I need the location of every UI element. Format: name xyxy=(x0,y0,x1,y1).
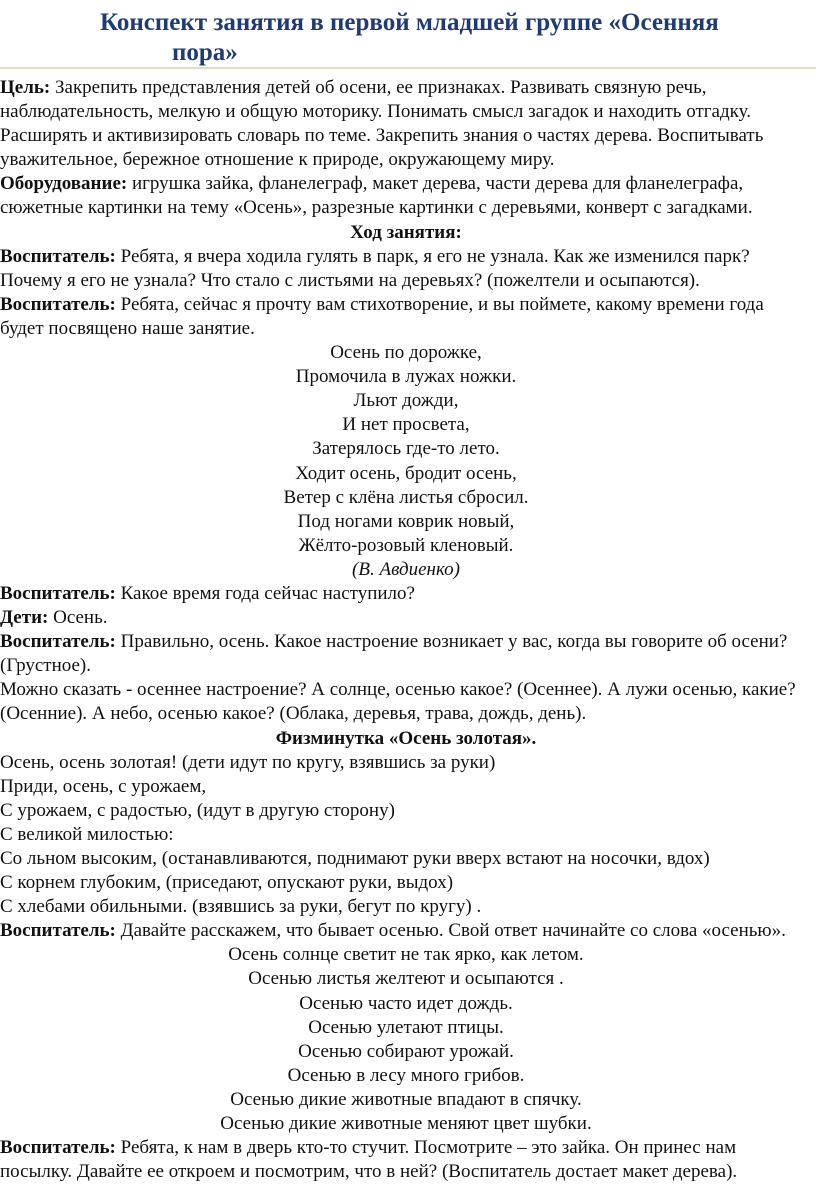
equipment-text: игрушка зайка, фланелеграф, макет дерева, части дерева для фланелеграфа, сюжетные картинки на тему «Осень», разрезные картинки с деревьями, конверт с загадками. xyxy=(0,173,753,219)
fiz-line: Со льном высоким, (останавливаются, поднимают руки вверх встают на носочки, вдох) xyxy=(0,848,710,869)
document-body xyxy=(0,76,812,1184)
children-label: Дети: xyxy=(0,607,49,629)
title-line-1: Конспект занятия в первой младшей группе «Осенняя xyxy=(100,9,719,36)
teacher-text: Ребята, к нам в дверь кто-то стучит. Посмотрите – это зайка. Он принес нам посылку. Давайте ее откроем и посмотрим, что в ней? (Воспитатель достает макет дерева). xyxy=(0,1137,738,1183)
teacher-line-4 xyxy=(0,630,812,678)
progress-heading: Ход занятия: xyxy=(350,221,462,243)
answer-line: Осенью дикие животные впадают в спячку. xyxy=(230,1088,582,1110)
teacher-text: Ребята, я вчера ходила гулять в парк, я его не узнала. Как же изменился парк? Почему я его не узнала? Что стало с листьями на деревьях? (пожелтели и осыпаются). xyxy=(0,245,750,291)
poem-line: Осень по дорожке, xyxy=(330,342,482,364)
fiz-line: С корнем глубоким, (приседают, опускают руки, выдох) xyxy=(0,872,454,894)
teacher-text: Ребята, сейчас я прочту вам стихотворение, и вы поймете, какому времени года будет посвящено наше занятие. xyxy=(0,293,764,339)
children-line-1 xyxy=(0,606,812,630)
teacher-line-5 xyxy=(0,919,812,943)
goal-text: Закрепить представления детей об осени, ее признаках. Развивать связную речь, наблюдательность, мелкую и общую моторику. Понимать смысл загадок и находить отгадку. Расширять и активизировать словарь по теме. Закрепить знания о частях дерева. Воспитывать уважительное, бережное отношение к природе, окружающему миру. xyxy=(0,77,764,171)
answer-line: Осенью улетают птицы. xyxy=(308,1016,504,1038)
answer-line: Осенью собирают урожай. xyxy=(298,1040,514,1062)
fiz-line: Осень, осень золотая! (дети идут по кругу, взявшись за руки) xyxy=(0,751,496,773)
equipment-label: Оборудование: xyxy=(0,173,128,195)
teacher-text: Давайте расскажем, что бывает осенью. Свой ответ начинайте со слова «осенью». xyxy=(115,920,786,942)
answer-line: Осень солнце светит не так ярко, как летом. xyxy=(228,944,584,966)
answer-line: Осенью в лесу много грибов. xyxy=(287,1064,525,1086)
children-text: Осень. xyxy=(48,607,108,629)
answer-line: Осенью листья желтеют и осыпаются . xyxy=(248,968,564,990)
speaker-label: Воспитатель: xyxy=(0,1137,116,1159)
title-line-2: пора» xyxy=(172,39,238,66)
fiz-line: С урожаем, с радостью, (идут в другую сторону) xyxy=(0,799,395,821)
poem-line: Жёлто-розовый кленовый. xyxy=(298,534,514,556)
teacher-line-3 xyxy=(0,582,812,606)
answer-line: Осенью часто идет дождь. xyxy=(299,992,513,1014)
equipment-paragraph xyxy=(0,172,812,220)
plain-paragraph: Можно сказать - осеннее настроение? А солнце, осенью какое? (Осеннее). А лужи осенью, какие? (Осенние). А небо, осенью какое? (Облака, деревья, трава, дождь, день). xyxy=(0,679,796,725)
answers-list xyxy=(0,943,812,1136)
poem-line: Ходит осень, бродит осень, xyxy=(295,462,517,484)
teacher-line-1 xyxy=(0,245,812,293)
teacher-text: Какое время года сейчас наступило? xyxy=(115,582,415,604)
fizminutka-heading: Физминутка «Осень золотая». xyxy=(275,727,537,749)
poem-line: Затерялось где-то лето. xyxy=(312,438,500,460)
poem-line: Ветер с клёна листья сбросил. xyxy=(283,486,529,508)
fiz-line: С великой милостью: xyxy=(0,823,174,845)
fiz-line: Приди, осень, с урожаем, xyxy=(0,775,207,797)
speaker-label: Воспитатель: xyxy=(0,245,116,267)
answer-line: Осенью дикие животные меняют цвет шубки. xyxy=(220,1113,592,1135)
poem-author: (В. Авдиенко) xyxy=(352,558,460,580)
poem-line: Промочила в лужах ножки. xyxy=(295,366,517,388)
poem xyxy=(0,341,812,582)
fiz-line: С хлебами обильными. (взявшись за руки, бегут по кругу) . xyxy=(0,896,482,918)
poem-line: И нет просвета, xyxy=(342,414,470,436)
goal-paragraph xyxy=(0,76,812,172)
goal-label: Цель: xyxy=(0,77,51,98)
teacher-line-6 xyxy=(0,1136,812,1184)
teacher-line-2 xyxy=(0,293,812,341)
poem-line: Под ногами коврик новый, xyxy=(297,510,515,532)
document-title xyxy=(100,8,800,68)
speaker-label: Воспитатель: xyxy=(0,293,116,315)
teacher-text: Правильно, осень. Какое настроение возникает у вас, когда вы говорите об осени? (Грустное). xyxy=(0,631,788,677)
speaker-label: Воспитатель: xyxy=(0,582,116,604)
speaker-label: Воспитатель: xyxy=(0,631,116,653)
speaker-label: Воспитатель: xyxy=(0,920,116,942)
title-divider xyxy=(0,67,816,69)
poem-line: Льют дожди, xyxy=(353,390,459,412)
